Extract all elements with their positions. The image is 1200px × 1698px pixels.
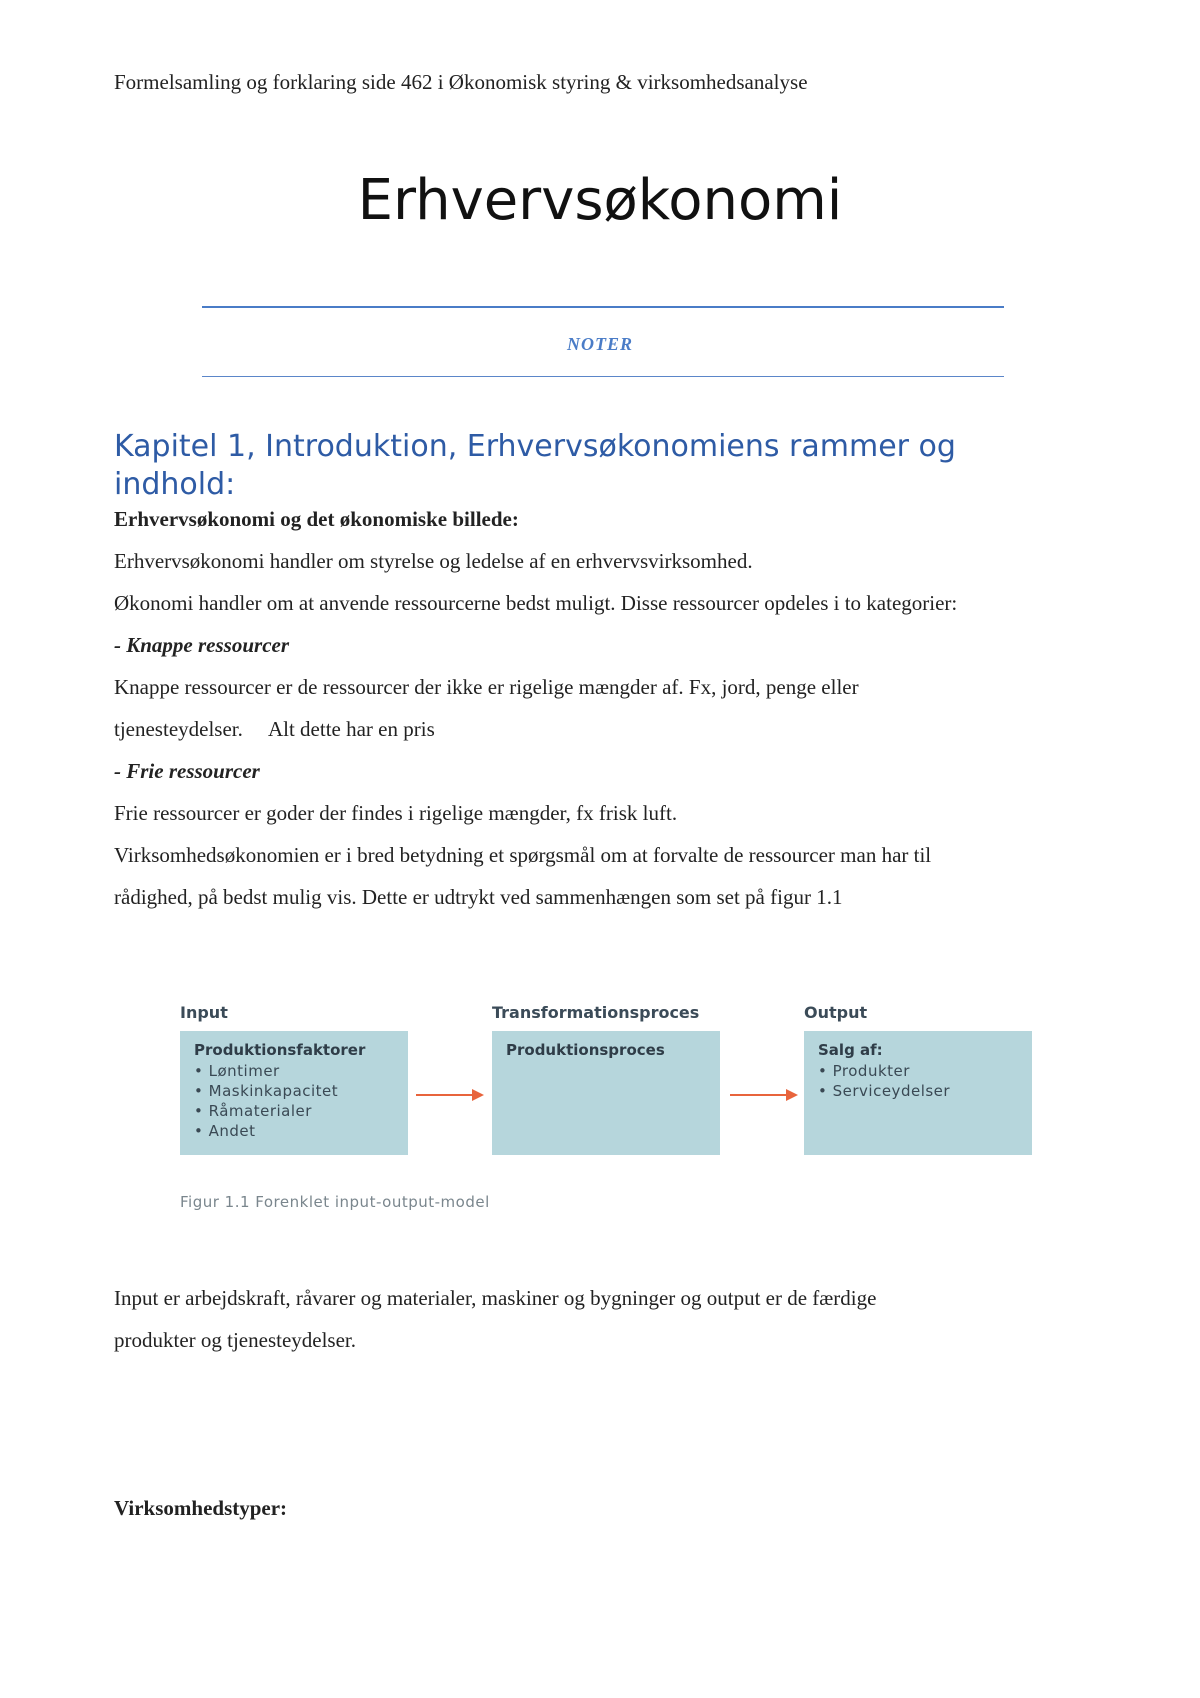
next-section	[114, 1487, 1114, 1529]
figure-input-box	[180, 1031, 408, 1155]
title-rule-top	[202, 306, 1004, 308]
document-title: Erhvervsøkonomi	[357, 168, 843, 233]
document-header: Formelsamling og forklaring side 462 i Økonomisk styring & virksomhedsanalyse	[114, 70, 808, 94]
list-item: • Produkter	[818, 1061, 950, 1081]
arrow-right-icon	[416, 1094, 482, 1096]
paragraph: produkter og tjenesteydelser.	[114, 1328, 357, 1352]
post-figure-body	[114, 1277, 1114, 1361]
scarce-resources-heading: - Knappe ressourcer	[114, 633, 290, 657]
figure-output-box	[804, 1031, 1032, 1155]
chapter-heading: Kapitel 1, Introduktion, Erhvervsøkonomiens rammer og indhold:	[114, 429, 956, 502]
document-subtitle: NOTER	[566, 334, 633, 354]
paragraph: Erhvervsøkonomi handler om styrelse og ledelse af en erhvervsvirksomhed.	[114, 549, 753, 573]
list-item: • Andet	[194, 1121, 338, 1141]
figure-process-label: Transformationsproces	[492, 1003, 700, 1022]
figure-output-label: Output	[804, 1003, 868, 1022]
list-item: • Maskinkapacitet	[194, 1081, 338, 1101]
paragraph: Virksomhedsøkonomien er i bred betydning et spørgsmål om at forvalte de ressourcer man har til	[114, 843, 932, 867]
paragraph: Input er arbejdskraft, råvarer og materialer, maskiner og bygninger og output er de færdige	[114, 1286, 877, 1310]
figure-process-box	[492, 1031, 720, 1155]
list-item: • Løntimer	[194, 1061, 338, 1081]
list-item: • Serviceydelser	[818, 1081, 950, 1101]
paragraph: rådighed, på bedst mulig vis. Dette er udtrykt ved sammenhængen som set på figur 1.1	[114, 885, 843, 909]
list-item: • Råmaterialer	[194, 1101, 338, 1121]
paragraph: Frie ressourcer er goder der findes i rigelige mængder, fx frisk luft.	[114, 801, 678, 825]
figure-process-box-title: Produktionsproces	[506, 1041, 665, 1059]
figure-input-box-title: Produktionsfaktorer	[194, 1041, 366, 1059]
section-heading: Virksomhedstyper:	[114, 1496, 288, 1520]
figure-input-label: Input	[180, 1003, 228, 1022]
paragraph: tjenesteydelser. Alt dette har en pris	[114, 717, 435, 741]
input-output-figure	[180, 1003, 1040, 1215]
free-resources-heading: - Frie ressourcer	[114, 759, 260, 783]
figure-input-list	[194, 1061, 338, 1141]
chapter-body	[114, 498, 1114, 918]
figure-output-list	[818, 1061, 950, 1101]
section-heading: Erhvervsøkonomi og det økonomiske billede:	[114, 507, 519, 531]
figure-output-box-title: Salg af:	[818, 1041, 883, 1059]
arrow-right-icon	[730, 1094, 796, 1096]
paragraph: Knappe ressourcer er de ressourcer der ikke er rigelige mængder af. Fx, jord, penge eller	[114, 675, 859, 699]
figure-caption: Figur 1.1 Forenklet input-output-model	[180, 1193, 490, 1211]
paragraph: Økonomi handler om at anvende ressourcerne bedst muligt. Disse ressourcer opdeles i to kategorier:	[114, 591, 958, 615]
title-rule-bottom	[202, 376, 1004, 377]
